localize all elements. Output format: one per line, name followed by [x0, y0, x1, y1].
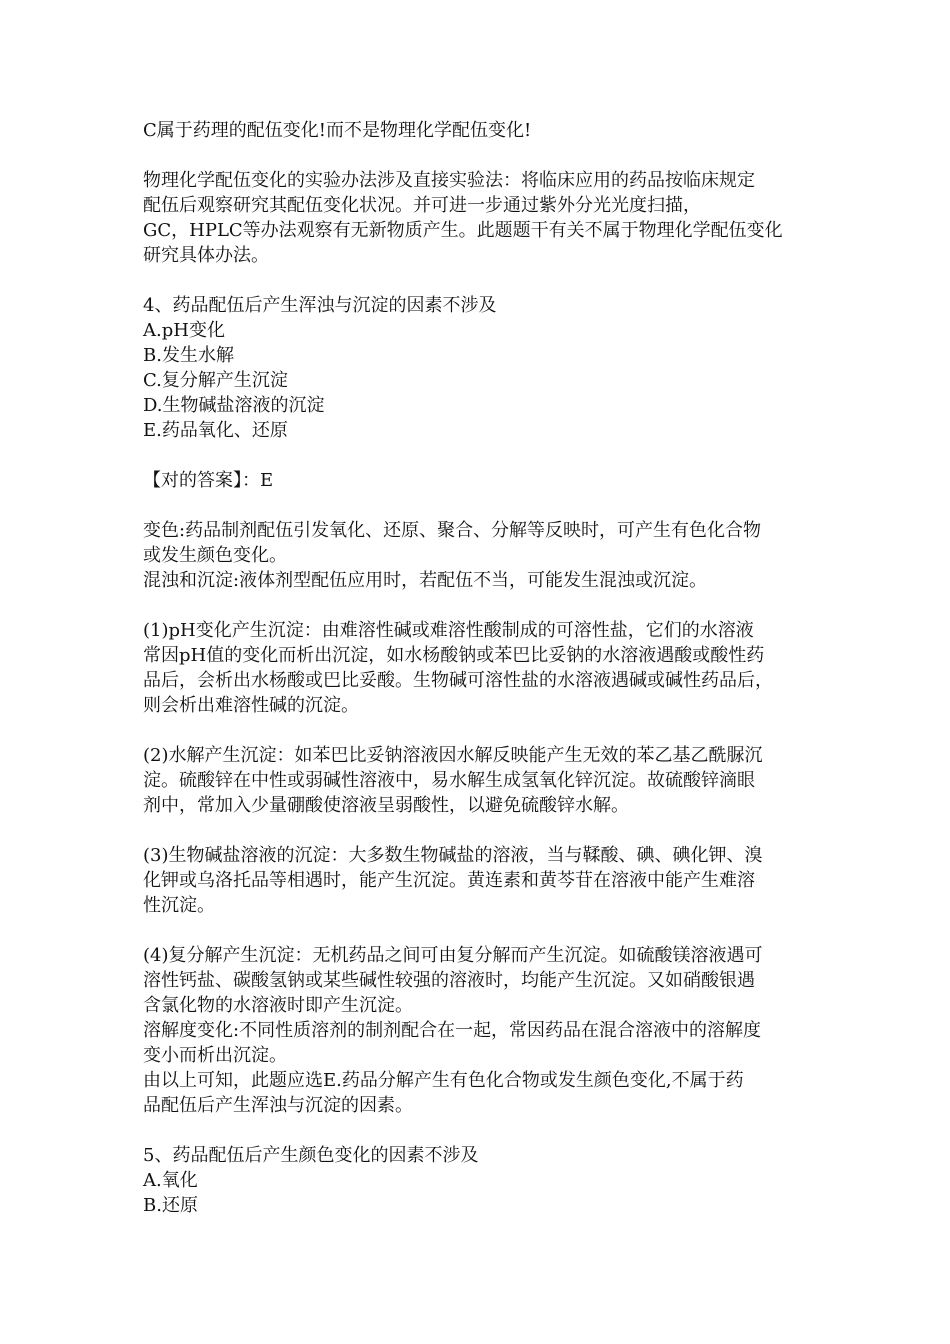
- text-line: 研究具体办法。: [143, 245, 269, 266]
- text-line: 溶解度变化:不同性质溶剂的制剂配合在一起，常因药品在混合溶液中的溶解度: [143, 1020, 762, 1041]
- option-b: B.发生水解: [143, 345, 234, 366]
- question-4: [143, 293, 815, 443]
- explanation-paragraph: [143, 743, 815, 818]
- text-line: 淀。硫酸锌在中性或弱碱性溶液中，易水解生成氢氧化锌沉淀。故硫酸锌滴眼: [143, 770, 755, 791]
- question-5: [143, 1143, 815, 1218]
- option-b: B.还原: [143, 1195, 198, 1216]
- option-a: A.氧化: [143, 1170, 198, 1191]
- explanation-paragraph: [143, 168, 815, 268]
- text-line: 溶性钙盐、碳酸氢钠或某些碱性较强的溶液时，均能产生沉淀。又如硝酸银遇: [143, 970, 755, 991]
- explanation-note: [143, 118, 815, 143]
- text-line: C属于药理的配伍变化!而不是物理化学配伍变化!: [143, 120, 532, 141]
- text-line: 配伍后观察研究其配伍变化状况。并可进一步通过紫外分光光度扫描，: [143, 195, 701, 216]
- text-line: 或发生颜色变化。: [143, 545, 287, 566]
- text-line: 混浊和沉淀:液体剂型配伍应用时，若配伍不当，可能发生混浊或沉淀。: [143, 570, 708, 591]
- text-line: 物理化学配伍变化的实验办法涉及直接实验法：将临床应用的药品按临床规定: [143, 170, 755, 191]
- option-d: D.生物碱盐溶液的沉淀: [143, 395, 325, 416]
- text-line: 品配伍后产生浑浊与沉淀的因素。: [143, 1095, 413, 1116]
- text-line: 性沉淀。: [143, 895, 215, 916]
- text-line: (2)水解产生沉淀：如苯巴比妥钠溶液因水解反映能产生无效的苯乙基乙酰脲沉: [143, 745, 763, 766]
- text-line: 变色:药品制剂配伍引发氧化、还原、聚合、分解等反映时，可产生有色化合物: [143, 520, 762, 541]
- text-line: 变小而析出沉淀。: [143, 1045, 287, 1066]
- text-line: 含氯化物的水溶液时即产生沉淀。: [143, 995, 413, 1016]
- text-line: 常因pH值的变化而析出沉淀，如水杨酸钠或苯巴比妥钠的水溶液遇酸或酸性药: [143, 645, 765, 666]
- text-line: (1)pH变化产生沉淀：由难溶性碱或难溶性酸制成的可溶性盐，它们的水溶液: [143, 620, 754, 641]
- text-line: 化钾或乌洛托品等相遇时，能产生沉淀。黄连素和黄芩苷在溶液中能产生难溶: [143, 870, 755, 891]
- text-line: (3)生物碱盐溶液的沉淀：大多数生物碱盐的溶液，当与鞣酸、碘、碘化钾、溴: [143, 845, 763, 866]
- document-page: [143, 118, 815, 1243]
- option-e: E.药品氧化、还原: [143, 420, 288, 441]
- text-line: (4)复分解产生沉淀：无机药品之间可由复分解而产生沉淀。如硫酸镁溶液遇可: [143, 945, 763, 966]
- text-line: 剂中，常加入少量硼酸使溶液呈弱酸性，以避免硫酸锌水解。: [143, 795, 629, 816]
- text-line: GC，HPLC等办法观察有无新物质产生。此题题干有关不属于物理化学配伍变化: [143, 220, 783, 241]
- question-stem: 5、药品配伍后产生颜色变化的因素不涉及: [143, 1145, 479, 1166]
- explanation-paragraph: [143, 943, 815, 1118]
- text-line: 品后，会析出水杨酸或巴比妥酸。生物碱可溶性盐的水溶液遇碱或碱性药品后，: [143, 670, 773, 691]
- question-stem: 4、药品配伍后产生浑浊与沉淀的因素不涉及: [143, 295, 497, 316]
- explanation-paragraph: [143, 618, 815, 718]
- explanation-paragraph: [143, 843, 815, 918]
- text-line: 则会析出难溶性碱的沉淀。: [143, 695, 359, 716]
- text-line: 由以上可知，此题应选E.药品分解产生有色化合物或发生颜色变化,不属于药: [143, 1070, 744, 1091]
- answer-line: [143, 468, 815, 493]
- correct-answer: 【对的答案】：E: [143, 470, 274, 491]
- option-a: A.pH变化: [143, 320, 225, 341]
- explanation-paragraph: [143, 518, 815, 593]
- option-c: C.复分解产生沉淀: [143, 370, 288, 391]
